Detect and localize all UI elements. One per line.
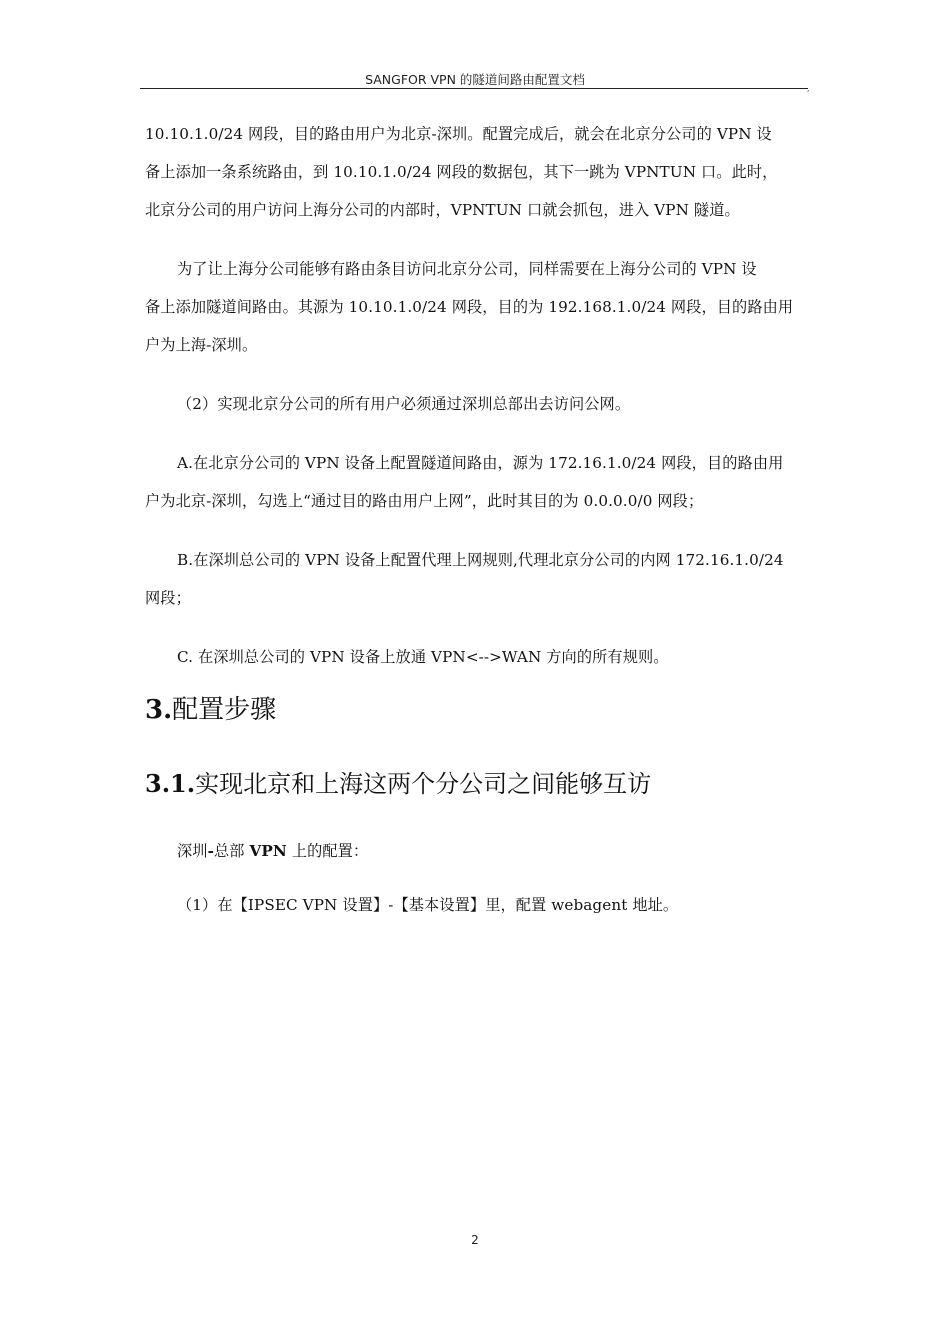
page-header: SANGFOR VPN 的隧道间路由配置文档	[365, 72, 585, 87]
subsection-heading	[145, 764, 651, 804]
config-label-dash: -	[207, 842, 214, 860]
config-label-post: 上的配置：	[286, 842, 369, 860]
section-title: 配置步骤	[172, 695, 277, 725]
page-number: 2	[471, 1233, 479, 1247]
paragraph-4: A.在北京分公司的 VPN 设备上配置隧道间路由，源为 172.16.1.0/24 网段，目的路由用 户为北京-深圳，勾选上“通过目的路由用户上网”，此时其目的为 0.0.0.0/0 网段；	[145, 454, 784, 510]
paragraph-6: C. 在深圳总公司的 VPN 设备上放通 VPN<-->WAN 方向的所有规则。	[177, 648, 669, 666]
paragraph-1: 10.10.1.0/24 网段，目的路由用户为北京-深圳。配置完成后，就会在北京分公司的 VPN 设 备上添加一条系统路由，到 10.10.1.0/24 网段的数据包，其下一跳为 VPNTUN 口。此时， 北京分公司的用户访问上海分公司的内部时，VPNTUN 口就会抓包，进入 VPN 隧道。	[145, 125, 778, 219]
config-step-1: （1）在【IPSEC VPN 设置】-【基本设置】里，配置 webagent 地址。	[177, 896, 679, 914]
header-tick: ,	[807, 84, 810, 93]
section-heading	[145, 690, 276, 730]
paragraph-5: B.在深圳总公司的 VPN 设备上配置代理上网规则,代理北京分公司的内网 172.16.1.0/24 网段；	[145, 551, 784, 607]
config-label-pre: 深圳	[177, 842, 208, 860]
config-label-vpn: VPN	[249, 842, 287, 860]
header-divider	[140, 88, 808, 89]
subsection-number: 3.1.	[145, 769, 196, 798]
paragraph-3: （2）实现北京分公司的所有用户必须通过深圳总部出去访问公网。	[177, 395, 631, 413]
config-label	[145, 832, 807, 870]
config-label-mid: 总部	[213, 842, 250, 860]
paragraph-2: 为了让上海分公司能够有路由条目访问北京分公司，同样需要在上海分公司的 VPN 设 备上添加隧道间路由。其源为 10.10.1.0/24 网段，目的为 192.168.1.0/24 网段，目的路由用 户为上海-深圳。	[145, 260, 794, 354]
subsection-title: 实现北京和上海这两个分公司之间能够互访	[195, 770, 652, 798]
section-number: 3.	[145, 695, 173, 725]
